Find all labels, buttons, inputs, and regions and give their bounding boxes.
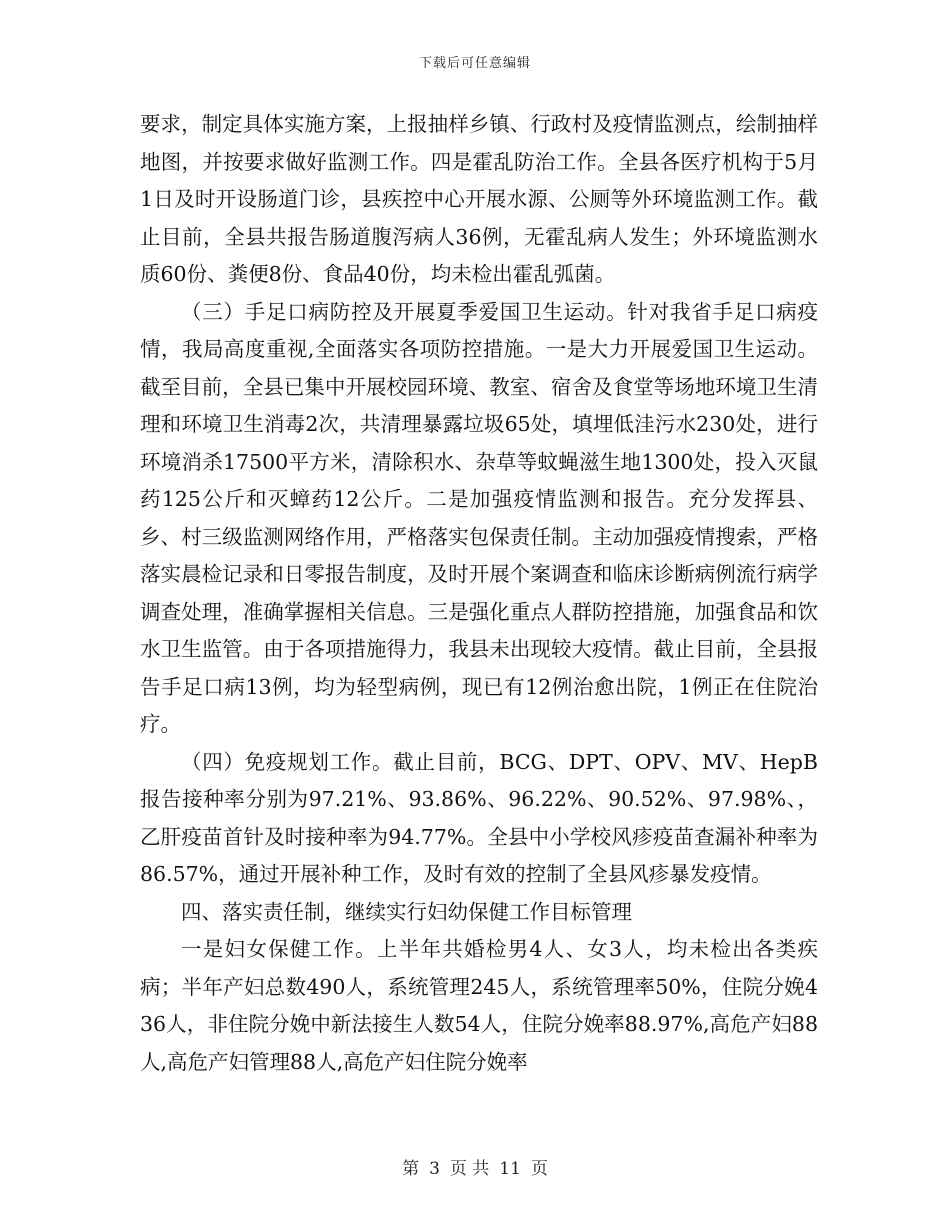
page-header-note: 下载后可任意编辑 [418, 56, 531, 71]
document-body [140, 106, 818, 1081]
footer-total-pages: 11 [499, 1159, 521, 1179]
section-heading-maternal-child: 四、落实责任制，继续实行妇幼保健工作目标管理 [181, 899, 632, 924]
paragraph-immunization: （四）免疫规划工作。截止目前，BCG、DPT、OPV、MV、HepB报告接种率分别为97.21%、93.86%、96.22%、90.52%、97.98%、，乙肝疫苗首针及时接种率为94.77%。全县中小学校风疹疫苗查漏补种率为86.57%，通过开展补种工作，及时有效的控制了全县风疹暴发疫情。 [140, 749, 818, 886]
paragraph-women-health: 一是妇女保健工作。上半年共婚检男4人、女3人，均未检出各类疾病；半年产妇总数490人，系统管理245人，系统管理率50%，住院分娩436人，非住院分娩中新法接生人数54人，住院分娩率88.97%,高危产妇88人,高危产妇管理88人,高危产妇住院分娩率 [140, 937, 818, 1074]
paragraph-hand-foot-mouth: （三）手足口病防控及开展夏季爱国卫生运动。针对我省手足口病疫情，我局高度重视,全面落实各项防控措施。一是大力开展爱国卫生运动。截至目前，全县已集中开展校园环境、教室、宿舍及食堂等场地环境卫生清理和环境卫生消毒2次，共清理暴露垃圾65处，填埋低洼污水230处，进行环境消杀17500平方米，清除积水、杂草等蚊蝇滋生地1300处，投入灭鼠药125公斤和灭蟑药12公斤。二是加强疫情监测和报告。充分发挥县、乡、村三级监测网络作用，严格落实包保责任制。主动加强疫情搜索，严格落实晨检记录和日零报告制度，及时开展个案调查和临床诊断病例流行病学调查处理，准确掌握相关信息。三是强化重点人群防控措施，加强食品和饮水卫生监管。由于各项措施得力，我县未出现较大疫情。截止目前，全县报告手足口病13例，均为轻型病例，现已有12例治愈出院，1例正在住院治疗。 [140, 299, 818, 736]
footer-page-number: 3 [429, 1159, 440, 1179]
page-footer [0, 1154, 950, 1179]
footer-suffix: 页 [530, 1159, 548, 1179]
paragraph-cholera-monitoring: 要求，制定具体实施方案，上报抽样乡镇、行政村及疫情监测点，绘制抽样地图，并按要求做好监测工作。四是霍乱防治工作。全县各医疗机构于5月1日及时开设肠道门诊，县疾控中心开展水源、公厕等外环境监测工作。截止目前，全县共报告肠道腹泻病人36例，无霍乱病人发生；外环境监测水质60份、粪便8份、食品40份，均未检出霍乱弧菌。 [140, 112, 818, 286]
footer-prefix: 第 [402, 1159, 420, 1179]
footer-middle: 页 共 [449, 1159, 490, 1179]
